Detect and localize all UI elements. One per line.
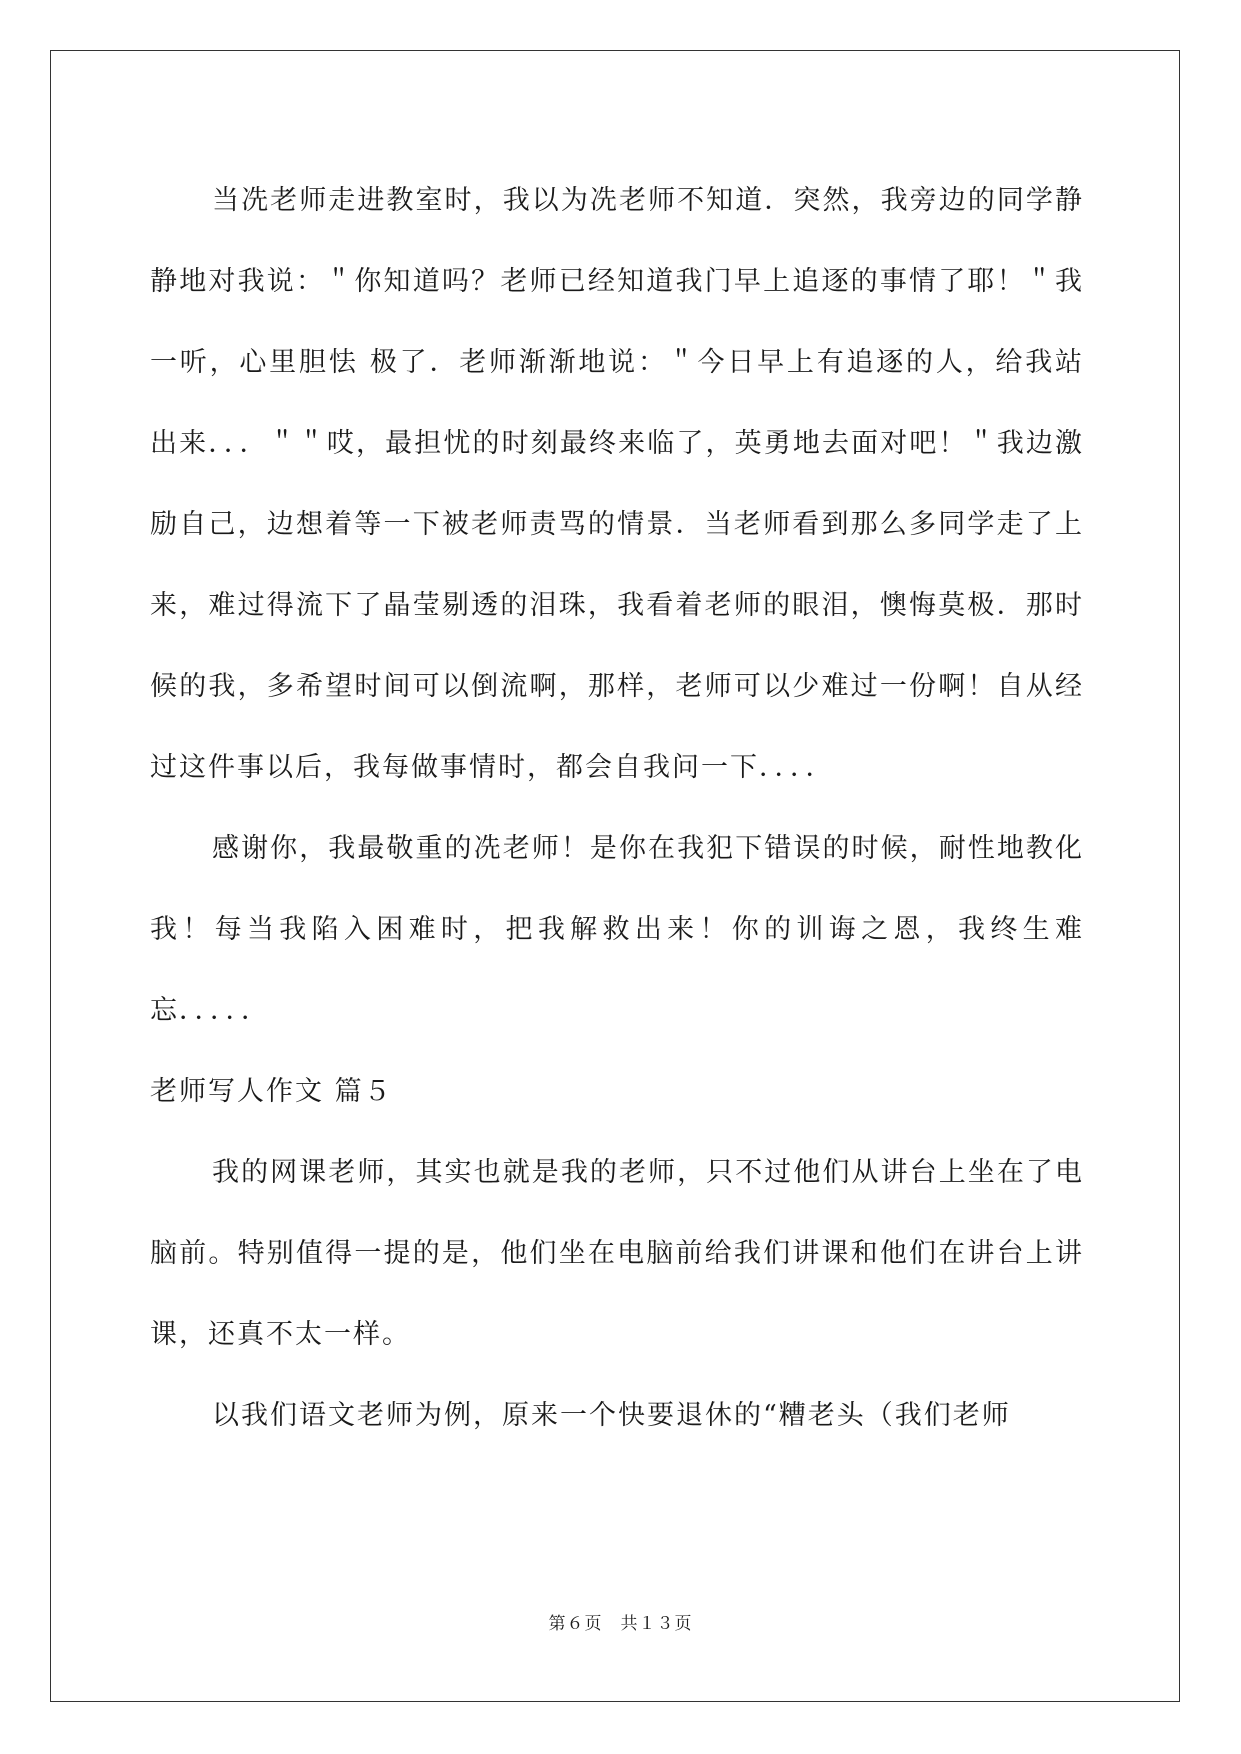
document-body bbox=[150, 160, 1084, 1456]
section-heading: 老师写人作文 篇５ bbox=[150, 1076, 393, 1107]
paragraph-1: 当冼老师走进教室时，我以为冼老师不知道．突然，我旁边的同学静静地对我说：＂你知道吗？老师已经知道我门早上追逐的事情了耶！＂我一听，心里胆怯 极了．老师渐渐地说：＂今日早上有追逐的人，给我站出来．．．＂＂哎，最担忧的时刻最终来临了，英勇地去面对吧！＂我边激励自己，边想着等一下被老师责骂的情景．当老师看到那么多同学走了上来，难过得流下了晶莹剔透的泪珠，我看着老师的眼泪，懊悔莫极．那时候的我，多希望时间可以倒流啊，那样，老师可以少难过一份啊！自从经过这件事以后，我每做事情时，都会自我问一下．．．． bbox=[150, 185, 1084, 783]
paragraph-2: 感谢你，我最敬重的冼老师！是你在我犯下错误的时候，耐性地教化我！每当我陷入困难时，把我解救出来！你的训诲之恩，我终生难忘．．．．． bbox=[150, 833, 1084, 1026]
paragraph-3: 我的网课老师，其实也就是我的老师，只不过他们从讲台上坐在了电脑前。特别值得一提的是，他们坐在电脑前给我们讲课和他们在讲台上讲课，还真不太一样。 bbox=[150, 1157, 1084, 1350]
page-number-footer: 第６页 共１３页 bbox=[548, 1614, 693, 1634]
paragraph-4: 以我们语文老师为例，原来一个快要退休的“糟老头（我们老师 bbox=[212, 1400, 1011, 1431]
